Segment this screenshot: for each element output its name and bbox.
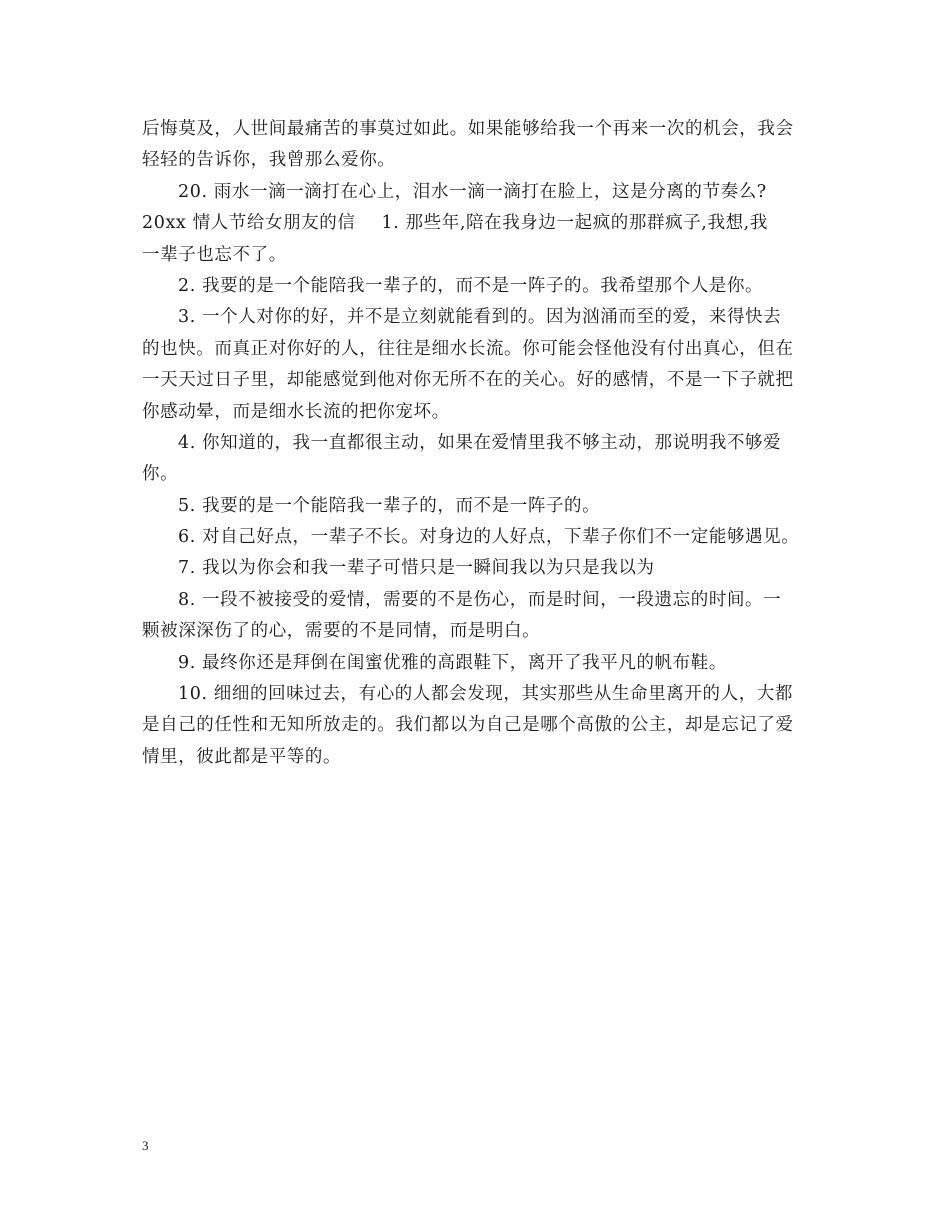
list-item-5: 5. 我要的是一个能陪我一辈子的，而不是一阵子的。 — [178, 495, 601, 516]
text-line: 轻轻的告诉你，我曾那么爱你。 — [142, 150, 396, 171]
document-body — [142, 114, 812, 773]
list-item-2: 2. 我要的是一个能陪我一辈子的，而不是一阵子的。我希望那个人是你。 — [178, 275, 764, 296]
list-item-10: 10. 细细的回味过去，有心的人都会发现，其实那些从生命里离开的人，大都 — [178, 684, 793, 705]
text-line: 一天天过日子里，却能感觉到他对你无所不在的关心。好的感情，不是一下子就把 — [142, 370, 794, 391]
text-line: 你。 — [142, 464, 179, 485]
text-line: 的也快。而真正对你好的人，往往是细水长流。你可能会怪他没有付出真心，但在 — [142, 338, 794, 359]
section-heading: 20xx 情人节给女朋友的信 — [142, 213, 356, 234]
text-line: 一辈子也忘不了。 — [142, 244, 287, 265]
list-item-6: 6. 对自己好点，一辈子不长。对身边的人好点，下辈子你们不一定能够遇见。 — [178, 527, 800, 548]
text-line: 是自己的任性和无知所放走的。我们都以为自己是哪个高傲的公主，却是忘记了爱 — [142, 715, 794, 736]
list-item-7: 7. 我以为你会和我一辈子可惜只是一瞬间我以为只是我以为 — [178, 558, 655, 579]
list-item-1: 1. 那些年,陪在我身边一起疯的那群疯子,我想,我 — [381, 213, 768, 234]
page-number: 3 — [142, 1138, 149, 1153]
text-line: 情里，彼此都是平等的。 — [142, 746, 342, 767]
list-item-4: 4. 你知道的，我一直都很主动，如果在爱情里我不够主动，那说明我不够爱 — [178, 432, 782, 453]
heading-line — [142, 208, 812, 239]
list-item-3: 3. 一个人对你的好，并不是立刻就能看到的。因为汹涌而至的爱，来得快去 — [178, 307, 782, 328]
list-item-8: 8. 一段不被接受的爱情，需要的不是伤心，而是时间，一段遗忘的时间。一 — [178, 589, 782, 610]
list-item-20: 20. 雨水一滴一滴打在心上，泪水一滴一滴打在脸上，这是分离的节奏么? — [178, 181, 767, 202]
list-item-9: 9. 最终你还是拜倒在闺蜜优雅的高跟鞋下，离开了我平凡的帆布鞋。 — [178, 652, 727, 673]
text-line: 后悔莫及，人世间最痛苦的事莫过如此。如果能够给我一个再来一次的机会，我会 — [142, 119, 794, 139]
text-line: 颗被深深伤了的心，需要的不是同情，而是明白。 — [142, 621, 541, 642]
text-line: 你感动晕，而是细水长流的把你宠坏。 — [142, 401, 450, 422]
